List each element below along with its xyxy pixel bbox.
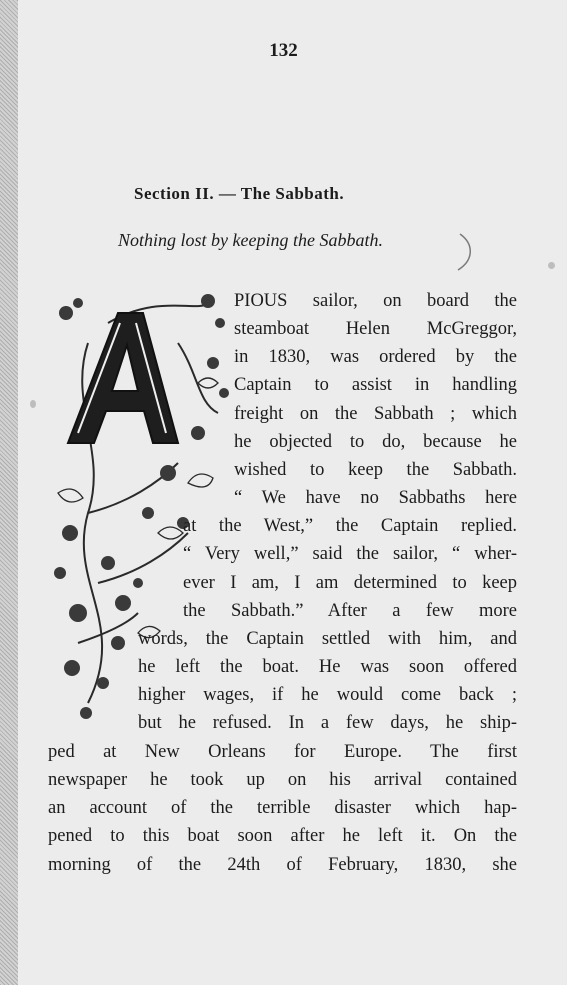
section-title: Section II. — The Sabbath. [134,184,345,203]
section-subtitle: Nothing lost by keeping the Sabbath. [118,230,383,250]
body-line: pened to this boat soon after he left it. On the [48,826,517,846]
body-line: the Sabbath.” After a few more [183,601,517,621]
paper-speck [548,262,555,269]
page-number: 132 [269,40,298,61]
paper-speck [30,400,36,408]
body-line: ever I am, I am determined to keep [183,573,517,593]
body-line: PIOUS sailor, on board the [234,291,517,311]
body-line: higher wages, if he would come back ; [138,685,517,705]
body-line: he left the boat. He was soon offered [138,657,517,677]
body-line: words, the Captain settled with him, and [138,629,517,649]
body-line: newspaper he took up on his arrival contained [48,770,517,790]
body-line: “ We have no Sabbaths here [234,488,517,508]
body-line: “ Very well,” said the sailor, “ wher- [183,544,517,564]
body-line: Captain to assist in handling [234,375,517,395]
initial-letter-A [68,313,178,443]
body-line: in 1830, was ordered by the [234,347,517,367]
body-line: freight on the Sabbath ; which [234,404,517,424]
body-line: wished to keep the Sabbath. [234,460,517,480]
body-line: steamboat Helen McGreggor, [234,319,517,339]
body-line: ped at New Orleans for Europe. The first [48,742,517,762]
body-line: he objected to do, because he [234,432,517,452]
body-line: at the West,” the Captain replied. [183,516,517,536]
body-line: but he refused. In a few days, he ship- [138,713,517,733]
page-gutter-shadow [0,0,18,985]
pencil-mark [454,232,478,272]
body-line: morning of the 24th of February, 1830, she [48,855,517,875]
body-line: an account of the terrible disaster which hap- [48,798,517,818]
